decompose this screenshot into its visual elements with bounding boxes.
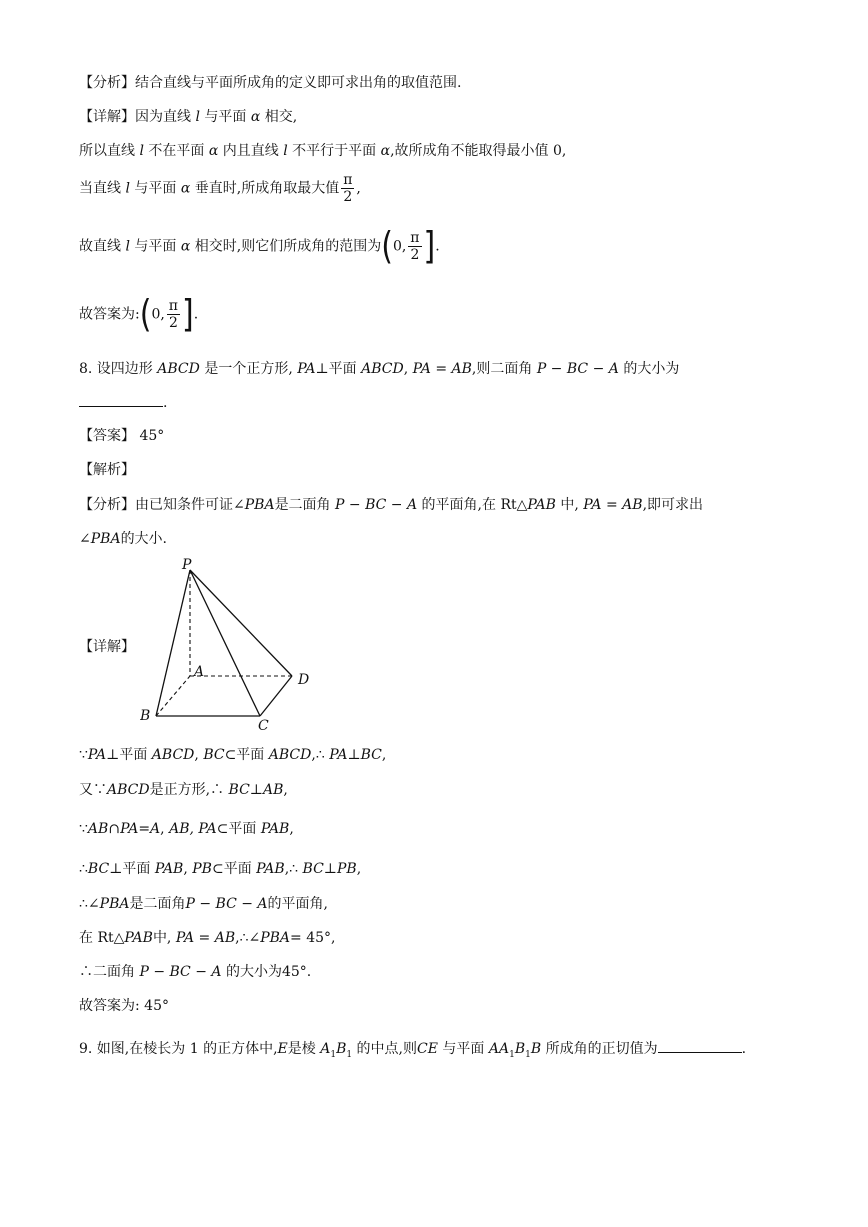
- text: 当直线: [79, 180, 121, 197]
- analysis-text: 结合直线与平面所成角的定义即可求出角的取值范围.: [135, 75, 462, 91]
- math: A: [320, 1041, 331, 1057]
- step-1: [79, 745, 386, 765]
- math: PAB: [124, 930, 153, 946]
- text: ∴: [79, 896, 88, 912]
- text: ,: [160, 821, 165, 837]
- text: 故答案为:: [79, 998, 140, 1014]
- text: ,: [403, 361, 409, 377]
- var-l: l: [125, 180, 130, 197]
- text: 与平面: [204, 109, 247, 125]
- var-alpha: α: [180, 238, 191, 255]
- text: 的大小.: [120, 531, 168, 547]
- text: 相交,: [264, 109, 298, 125]
- math: BC: [228, 782, 250, 798]
- text: .: [163, 395, 168, 411]
- var-l: l: [125, 238, 130, 255]
- edge-PD: [190, 570, 292, 676]
- math: AB, PA: [169, 821, 217, 837]
- text: 中,: [152, 930, 172, 946]
- interval-start: 0,: [151, 306, 165, 323]
- math: AA: [488, 1041, 510, 1057]
- math: P − BC − A: [536, 361, 619, 377]
- text: 相交时,则它们所成角的范围为: [194, 238, 382, 255]
- math: ABCD: [107, 782, 150, 798]
- subscript: 1: [330, 1049, 337, 1060]
- math: PA = AB: [583, 497, 643, 513]
- answer-value: 45°: [139, 428, 165, 444]
- text: 由已知条件可证: [135, 497, 233, 513]
- text: .: [741, 1041, 747, 1057]
- step-5: [79, 894, 328, 914]
- fraction-pi-over-2: [167, 298, 180, 331]
- text: 与平面: [134, 238, 177, 255]
- text: ∴二面角: [79, 964, 135, 980]
- label-C: C: [258, 718, 269, 734]
- label-A: A: [194, 664, 205, 680]
- edge-PB: [156, 570, 190, 716]
- math: ABCD: [361, 361, 404, 377]
- answer-tag: 【答案】: [79, 428, 135, 444]
- text: 所以直线: [79, 143, 135, 159]
- denominator: 2: [168, 315, 178, 331]
- math: BC: [360, 747, 382, 763]
- math: AB: [262, 782, 284, 798]
- math: ∠PBA: [87, 896, 130, 912]
- text: ,故所成角不能取得最小值 0,: [390, 143, 567, 159]
- math: ∠PBA: [248, 930, 291, 946]
- solution-label-line: [79, 460, 135, 480]
- subscript: 1: [525, 1049, 531, 1060]
- question-8-blank-line: [79, 392, 167, 413]
- step-4: [79, 859, 361, 879]
- text: 的大小为: [623, 361, 680, 377]
- text: 因为直线: [135, 109, 191, 125]
- math: ABCD: [268, 747, 312, 763]
- text: .: [435, 238, 440, 255]
- text: ,: [289, 821, 294, 837]
- text: 9. 如图,在棱长为 1 的正方体中,: [79, 1041, 278, 1057]
- text: ∴: [79, 861, 88, 877]
- text: ⊥平面: [109, 861, 151, 877]
- text: ⊥: [249, 782, 263, 798]
- var-l: l: [139, 143, 144, 159]
- text: ⊥: [323, 861, 337, 877]
- fraction-pi-over-2: [408, 230, 421, 263]
- math: PAB: [154, 861, 184, 877]
- question-9: [79, 1038, 746, 1065]
- step-3: [79, 819, 294, 839]
- text: 不在平面: [148, 143, 205, 159]
- edge-CD: [260, 676, 292, 716]
- math: PA: [87, 747, 107, 763]
- text: 中,: [560, 497, 579, 513]
- text: ∩: [108, 821, 121, 837]
- text: ,: [183, 861, 188, 877]
- right-bracket: ]: [182, 292, 194, 336]
- text: 垂直时,所成角取最大值: [194, 180, 340, 197]
- answer-blank: [79, 392, 163, 407]
- text: 的平面角,: [267, 896, 328, 912]
- answer-line-1: [79, 292, 199, 336]
- denominator: 2: [410, 247, 420, 263]
- right-bracket: ]: [423, 224, 436, 268]
- text: 是二面角: [274, 497, 331, 513]
- text: Rt△: [500, 497, 528, 513]
- subscript: 1: [509, 1049, 515, 1060]
- text: 的中点,则: [356, 1041, 417, 1057]
- edge-PC: [190, 570, 260, 716]
- math: A: [150, 821, 161, 837]
- math: B: [336, 1041, 347, 1057]
- numerator: π: [343, 172, 353, 188]
- detail-line-2: [79, 141, 566, 161]
- text: 是二面角: [129, 896, 186, 912]
- detail-tag: 【详解】: [79, 109, 135, 125]
- analysis-8-line-1: [79, 495, 703, 515]
- math: ∠PBA: [233, 497, 275, 513]
- math: ∠PBA: [79, 531, 121, 547]
- subscript: 1: [346, 1049, 353, 1060]
- text: ⊥平面: [315, 361, 357, 377]
- analysis-tag: 【分析】: [79, 497, 135, 513]
- math: BC: [87, 861, 110, 877]
- math: PA: [120, 821, 139, 837]
- text: ⊂平面: [224, 747, 265, 763]
- step-6: [79, 928, 336, 948]
- var-alpha: α: [250, 109, 261, 125]
- text: ⊂平面: [216, 821, 257, 837]
- detail-line-1: [79, 107, 297, 127]
- detail-line-4: [79, 224, 440, 268]
- math: E: [277, 1041, 288, 1057]
- math: P − BC − A: [139, 964, 222, 980]
- math: ABCD: [157, 361, 200, 377]
- math: PA: [329, 747, 348, 763]
- analysis-8-line-2: [79, 529, 167, 549]
- text: 与平面: [134, 180, 177, 197]
- text: 不平行于平面: [292, 143, 377, 159]
- text: ⊂平面: [211, 861, 252, 877]
- pyramid-figure: [140, 556, 320, 736]
- denominator: 2: [343, 189, 353, 205]
- var-l: l: [195, 109, 200, 125]
- math: PA: [297, 361, 316, 377]
- text: ∵: [79, 821, 88, 837]
- math: PA = AB: [175, 930, 236, 946]
- answer-blank: [658, 1038, 742, 1053]
- var-alpha: α: [180, 180, 191, 197]
- text: ,∴: [235, 930, 249, 946]
- step-7: [79, 962, 311, 982]
- text: ,: [356, 180, 361, 197]
- text: ⊥平面: [106, 747, 148, 763]
- text: ,∴: [311, 747, 325, 763]
- text: 内且直线: [222, 143, 279, 159]
- text: ,: [194, 747, 199, 763]
- text: .: [306, 964, 312, 980]
- numerator: π: [410, 230, 420, 246]
- text: ∵: [79, 747, 88, 763]
- question-8: [79, 359, 679, 379]
- math: PAB: [527, 497, 556, 513]
- math: PA = AB: [412, 361, 472, 377]
- math: PB: [336, 861, 357, 877]
- answer-value: 45°: [144, 998, 169, 1014]
- text: ,: [356, 861, 362, 877]
- text: ⊥: [347, 747, 361, 763]
- var-alpha: α: [208, 143, 219, 159]
- numerator: π: [168, 298, 178, 314]
- text: .: [193, 306, 199, 323]
- text: =: [138, 821, 151, 837]
- detail-label-line: [79, 637, 135, 657]
- label-D: D: [298, 672, 310, 688]
- analysis-line: [79, 73, 461, 93]
- math: PAB: [256, 861, 285, 877]
- solution-tag: 【解析】: [79, 462, 135, 478]
- interval-start: 0,: [392, 238, 407, 255]
- answer-line-2: [79, 996, 169, 1016]
- text: 的平面角,在: [421, 497, 496, 513]
- math: P − BC − A: [185, 896, 268, 912]
- detail-tag: 【详解】: [79, 639, 135, 655]
- analysis-tag: 【分析】: [79, 75, 135, 91]
- fraction-pi-over-2: [341, 172, 354, 205]
- var-alpha: α: [380, 143, 391, 159]
- text: 与平面: [442, 1041, 485, 1057]
- text: 又∵: [79, 782, 107, 798]
- text: 是正方形,∴: [149, 782, 225, 798]
- text: 是一个正方形,: [204, 361, 293, 377]
- label-B: B: [140, 708, 151, 724]
- text: ,即可求出: [642, 497, 704, 513]
- text: ,则二面角: [471, 361, 533, 377]
- math: CE: [417, 1041, 438, 1057]
- text: 故答案为:: [79, 306, 140, 323]
- math: PAB: [260, 821, 290, 837]
- step-2: [79, 780, 288, 800]
- math: BC: [302, 861, 324, 877]
- text: = 45°,: [290, 930, 336, 946]
- math: PB: [192, 861, 212, 877]
- detail-line-3: [79, 172, 361, 205]
- left-paren: (: [139, 292, 152, 336]
- math: BC: [203, 747, 225, 763]
- math: B: [530, 1041, 542, 1057]
- text: 故直线: [79, 238, 121, 255]
- text: ,: [381, 747, 387, 763]
- text: ,: [283, 782, 288, 798]
- math: 45°: [281, 964, 307, 980]
- text: 所成角的正切值为: [545, 1041, 658, 1057]
- left-paren: (: [381, 224, 393, 268]
- text: 在: [79, 930, 93, 946]
- text: 的大小为: [225, 964, 282, 980]
- label-P: P: [182, 557, 192, 573]
- text: Rt△: [97, 930, 125, 946]
- text: 是棱: [287, 1041, 316, 1057]
- text: 8. 设四边形: [79, 361, 153, 377]
- math: ABCD: [151, 747, 195, 763]
- math: P − BC − A: [335, 497, 418, 513]
- math: AB: [87, 821, 109, 837]
- math: B: [514, 1041, 526, 1057]
- answer-label-line: [79, 426, 164, 446]
- var-l: l: [283, 143, 288, 159]
- text: ,∴: [284, 861, 299, 877]
